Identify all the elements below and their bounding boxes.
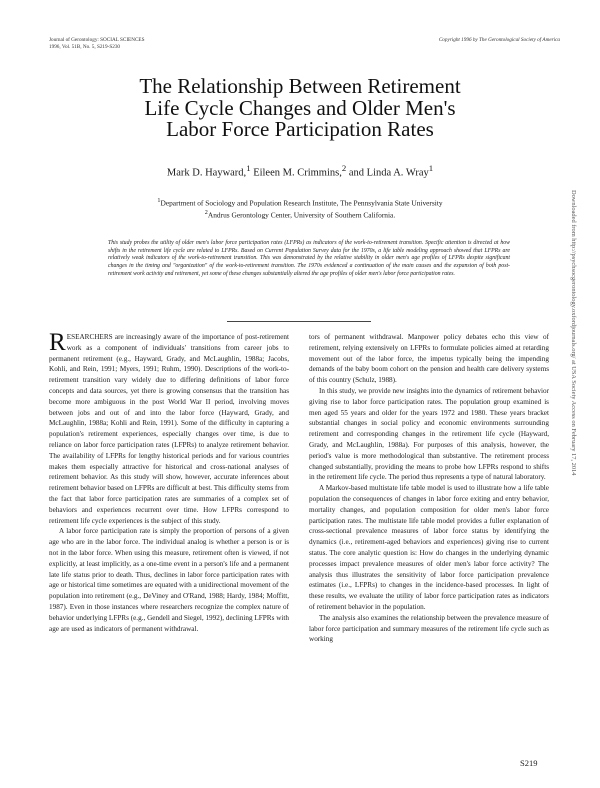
affiliation-text: Department of Sociology and Population Research Institute, The Pennsylvania State University bbox=[160, 198, 443, 208]
author-list bbox=[60, 163, 540, 179]
author-affiliation-marker: 2 bbox=[341, 163, 347, 173]
body-column-right bbox=[309, 332, 549, 645]
author-name: Linda A. Wray bbox=[366, 167, 429, 179]
page-number: S219 bbox=[520, 758, 538, 768]
article-title bbox=[60, 76, 540, 141]
paragraph: A labor force participation rate is simply the proportion of persons of a given age who are in the labor force. The individual analog is whether a person is or is not in the labor force. When using this measure, retirement often is viewed, if not explicitly, at least implicitly, as a one-time event in a person's life and a permanent late life status prior to death. Thus, declines in labor force participation rates with age or historical time sometimes are equated with a unidirectional movement of the population into retirement (e.g., DeViney and O'Rand, 1988; Hardy, 1984; Moffitt, 1987). Even in those instances where researchers recognize the complex nature of behavior underlying LFPRs (e.g., Gendell and Siegel, 1992), declining LFPRs with age are used as indicators of permanent withdrawal. bbox=[49, 527, 289, 633]
author-name: Mark D. Hayward, bbox=[166, 167, 247, 179]
paragraph-text: ESEARCHERS are increasingly aware of the importance of post-retirement work as a component of individuals' transitions from career jobs to permanent retirement (e.g., Hayward, Grady, and McLaughlin, 1988a; Jacobs, Kohli, and Rein, 1991; Myers, 1991; Ruhm, 1990). Descriptions of the work-to-retirement transition vary widely due to differing definitions of labor force concepts and data sources, yet there is growing consensus that the transition has become more ambiguous in the post World War II period, involving moves between jobs and out of and into the labor force (Hayward, Grady, and McLaughlin, 1988a; Kohli and Rein, 1991). Some of the difficulty in capturing a population's retirement experiences, especially changes over time, is due to reliance on labor force participation rates (LFPRs) to analyze retirement behavior. The availability of LFPRs for lengthy historical periods and for various countries makes them especially attractive for historical and cross-national analyses of retirement behavior. As this study will show, however, accurate inferences about retirement behavior based on LFPRs are difficult at best. This difficulty stems from the fact that labor force participation rates are summaries of a complex set of behaviors and experiences recurrent over time. How LFPRs correspond to retirement life cycle experiences is the subject of this study. bbox=[49, 333, 289, 525]
affiliation-text: Andrus Gerontology Center, University of Southern California. bbox=[207, 210, 396, 220]
copyright-notice: Copyright 1996 by The Gerontological Society of America bbox=[438, 37, 560, 43]
author-name: Eileen M. Crimmins, bbox=[253, 167, 342, 179]
journal-volume: 1996, Vol. 51B, No. 5, S219-S230 bbox=[49, 43, 121, 50]
paragraph: tors of permanent withdrawal. Manpower policy debates echo this view of retirement, relying extensively on LFPRs to formulate policies aimed at retarding movement out of the labor force, the impetus typically being the impending demands of the baby boom cohort on the pension and health care delivery systems of this country (Schulz, 1988). bbox=[309, 333, 549, 385]
section-divider bbox=[227, 321, 371, 322]
drop-cap: R bbox=[49, 329, 66, 356]
author-conjunction: and bbox=[348, 167, 365, 179]
paragraph: In this study, we provide new insights into the dynamics of retirement behavior giving rise to labor force participation rates. The population group examined is men aged 55 years and older for the years 1972 and 1980. These years bracket substantial changes in social policy and economic environments surrounding retirement and corresponding changes in the retirement life cycle (Hayward, Grady, and McLaughlin, 1988a). For purposes of this analysis, however, the period's value is more methodological than substantive. The retirement process changed substantially, providing the means to probe how LFPRs respond to shifts in the retirement life cycle. The period thus represents a type of natural laboratory. bbox=[309, 386, 549, 482]
affiliation-marker: 1 bbox=[157, 198, 161, 204]
download-watermark: Downloaded from http://psychsocgerontology.oxfordjournals.org/ at USA Society Access on February 17, 2014 bbox=[570, 190, 577, 476]
affiliation-2 bbox=[60, 209, 540, 219]
journal-name: Journal of Gerontology: SOCIAL SCIENCES bbox=[49, 37, 145, 43]
title-line-1: The Relationship Between Retirement bbox=[139, 74, 461, 98]
author-affiliation-marker: 1 bbox=[428, 163, 434, 173]
body-column-left bbox=[49, 329, 289, 634]
paragraph bbox=[49, 329, 289, 526]
affiliation-marker: 2 bbox=[204, 210, 208, 216]
title-line-2: Life Cycle Changes and Older Men's bbox=[144, 95, 456, 120]
title-line-3: Labor Force Participation Rates bbox=[166, 117, 434, 141]
affiliation-1 bbox=[60, 197, 540, 207]
paragraph: A Markov-based multistate life table model is used to illustrate how a life table population the consequences of changes in labor force exiting and entry behavior, mortality changes, and population composition for older men's labor force participation rates. The multistate life table model provides a fuller explanation of cross-sectional prevalence measures of labor force status by identifying the dynamics (i.e., retirement-aged behaviors and experiences) giving rise to current status. The core analytic question is: How do changes in the underlying dynamic processes impact prevalence measures of older men's labor force activity? The analysis thus illustrates the sensitivity of labor force participation prevalence estimates (i.e., LFPRs) to changes in the incidence-based processes. In light of these results, we evaluate the utility of labor force participation rates as indicators of retirement behavior in the population. bbox=[309, 484, 549, 611]
abstract: This study probes the utility of older men's labor force participation rates (LFPRs) as indicators of the work-to-retirement transition. Specific attention is directed at how shifts in the retirement life cycle are related to LFPRs. Based on Current Population Survey data for the 1970s, a life table modeling approach showed that LFPRs are relatively weak indicators of the work-to-retirement transition. This was demonstrated by the relative stability in older men's age profiles of LFPRs despite significant changes in the timing and "organization" of the work-to-retirement transition. The 1970s evidenced a continuation of the main causes and the expansion of both post-retirement work activity and retirement, yet some of these changes substantially altered the age profiles of older men's labor force participation rates. bbox=[108, 240, 510, 277]
journal-header bbox=[49, 37, 209, 50]
author-affiliation-marker: 1 bbox=[246, 163, 251, 173]
paragraph: The analysis also examines the relationship between the prevalence measure of labor force participation and summary measures of the retirement life cycle such as working bbox=[309, 613, 549, 644]
